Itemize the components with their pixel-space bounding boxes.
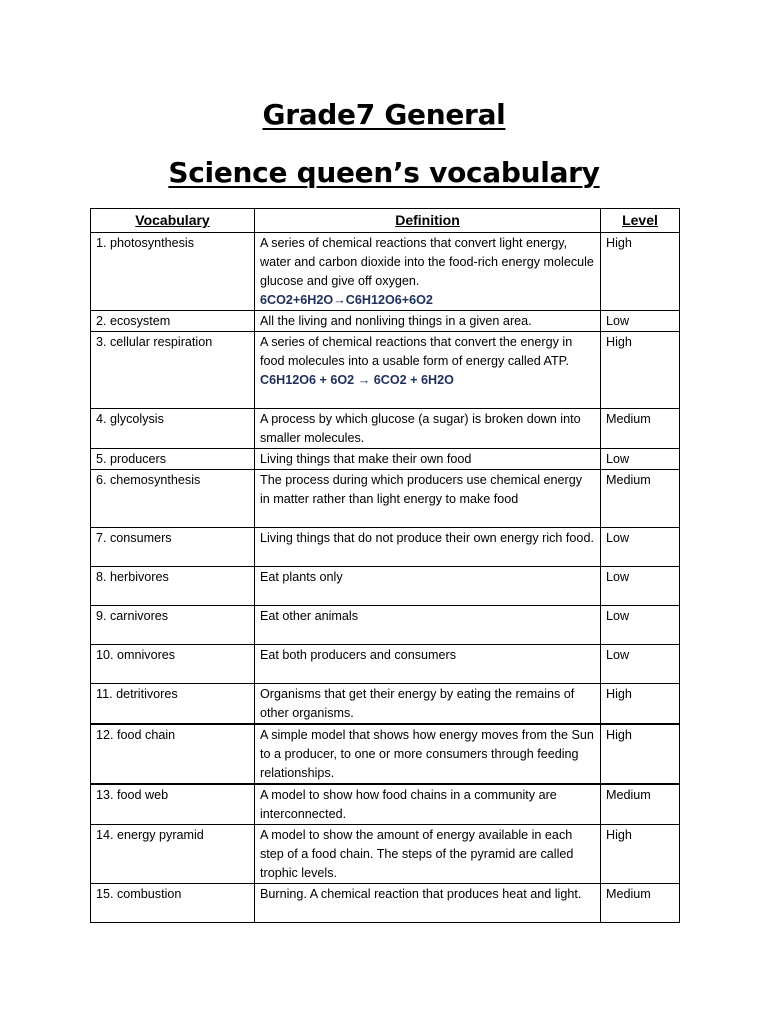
level-cell: Low	[601, 567, 680, 606]
term-cell: 14. energy pyramid	[91, 825, 255, 884]
level-cell: Medium	[601, 884, 680, 923]
definition-cell: All the living and nonliving things in a given area.	[255, 311, 601, 332]
definition-cell: Eat both producers and consumers	[255, 645, 601, 684]
level-cell: Low	[601, 606, 680, 645]
term-cell: 12. food chain	[91, 724, 255, 784]
table-row	[91, 311, 680, 332]
definition-text: A series of chemical reactions that convert light energy, water and carbon dioxide into the food-rich energy molecule glucose and give off oxygen.	[260, 236, 594, 288]
term-cell: 6. chemosynthesis	[91, 470, 255, 528]
table-row	[91, 724, 680, 784]
table-row	[91, 684, 680, 725]
term-cell: 9. carnivores	[91, 606, 255, 645]
page-subtitle: Science queen’s vocabulary	[168, 156, 600, 189]
term-cell: 2. ecosystem	[91, 311, 255, 332]
term-cell: 8. herbivores	[91, 567, 255, 606]
level-cell: Medium	[601, 784, 680, 825]
term-cell: 13. food web	[91, 784, 255, 825]
table-row	[91, 825, 680, 884]
definition-cell: A simple model that shows how energy moves from the Sun to a producer, to one or more consumers through feeding relationships.	[255, 724, 601, 784]
table-row	[91, 884, 680, 923]
page-title: Grade7 General	[262, 98, 506, 131]
term-cell: 7. consumers	[91, 528, 255, 567]
table-row	[91, 409, 680, 449]
definition-cell: Organisms that get their energy by eating the remains of other organisms.	[255, 684, 601, 725]
vocabulary-header: Vocabulary	[91, 209, 255, 233]
definition-cell	[255, 332, 601, 409]
level-cell: Medium	[601, 470, 680, 528]
level-cell: Low	[601, 449, 680, 470]
level-cell: High	[601, 825, 680, 884]
level-cell: Low	[601, 311, 680, 332]
table-row	[91, 233, 680, 311]
level-cell: High	[601, 332, 680, 409]
table-row	[91, 449, 680, 470]
chemical-formula: C6H12O6 + 6O2 → 6CO2 + 6H2O	[260, 373, 454, 387]
definition-cell: A model to show how food chains in a community are interconnected.	[255, 784, 601, 825]
table-header-row	[91, 209, 680, 233]
definition-cell: Eat plants only	[255, 567, 601, 606]
definition-cell: Eat other animals	[255, 606, 601, 645]
level-header: Level	[601, 209, 680, 233]
table-row	[91, 784, 680, 825]
term-cell: 5. producers	[91, 449, 255, 470]
term-cell: 1. photosynthesis	[91, 233, 255, 311]
term-cell: 4. glycolysis	[91, 409, 255, 449]
definition-text: A series of chemical reactions that convert the energy in food molecules into a usable form of energy called ATP.	[260, 335, 573, 368]
level-cell: High	[601, 684, 680, 725]
definition-cell: The process during which producers use chemical energy in matter rather than light energy to make food	[255, 470, 601, 528]
chemical-formula: 6CO2+6H2O→C6H12O6+6O2	[260, 293, 433, 307]
definition-cell	[255, 233, 601, 311]
level-cell: High	[601, 233, 680, 311]
definition-cell: Living things that do not produce their own energy rich food.	[255, 528, 601, 567]
term-cell: 15. combustion	[91, 884, 255, 923]
definition-cell: A model to show the amount of energy available in each step of a food chain. The steps of the pyramid are called trophic levels.	[255, 825, 601, 884]
level-cell: High	[601, 724, 680, 784]
vocabulary-table	[90, 208, 680, 923]
term-cell: 11. detritivores	[91, 684, 255, 725]
table-row	[91, 470, 680, 528]
table-row	[91, 528, 680, 567]
table-row	[91, 332, 680, 409]
definition-cell: Burning. A chemical reaction that produces heat and light.	[255, 884, 601, 923]
term-cell: 10. omnivores	[91, 645, 255, 684]
definition-cell: A process by which glucose (a sugar) is broken down into smaller molecules.	[255, 409, 601, 449]
term-cell: 3. cellular respiration	[91, 332, 255, 409]
level-cell: Low	[601, 528, 680, 567]
level-cell: Medium	[601, 409, 680, 449]
level-cell: Low	[601, 645, 680, 684]
table-row	[91, 606, 680, 645]
definition-header: Definition	[255, 209, 601, 233]
definition-cell: Living things that make their own food	[255, 449, 601, 470]
table-row	[91, 567, 680, 606]
table-row	[91, 645, 680, 684]
